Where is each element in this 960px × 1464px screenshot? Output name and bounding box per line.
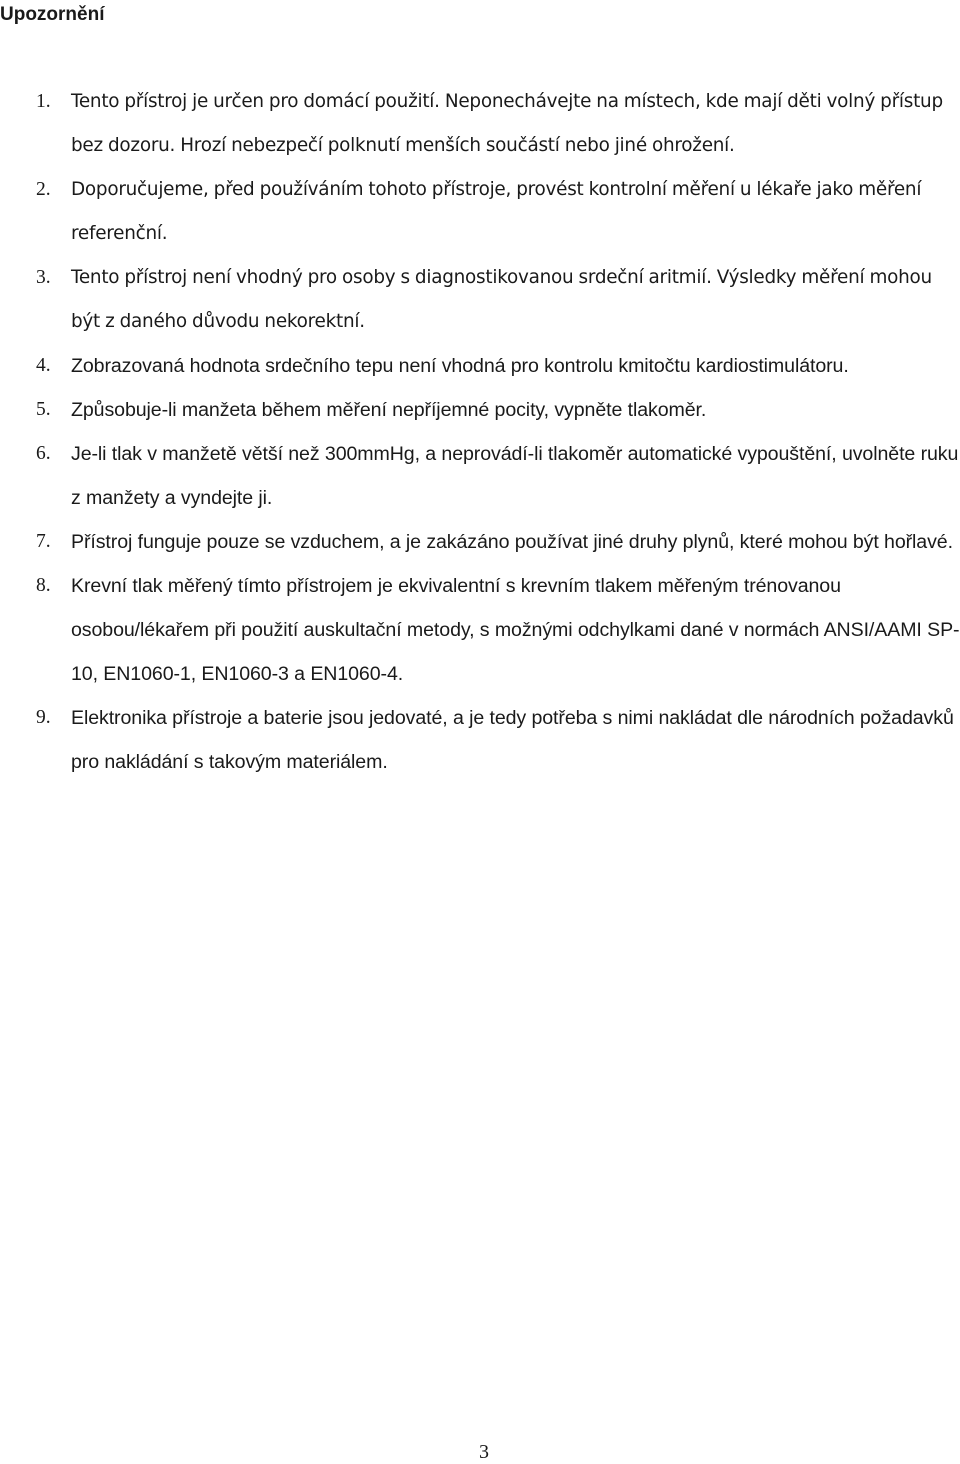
list-item-number: 9.: [36, 707, 51, 728]
list-item: [0, 256, 960, 344]
list-item-text: Tento přístroj není vhodný pro osoby s diagnostikovanou srdeční aritmií. Výsledky měření mohou být z daného důvodu nekorektní.: [71, 267, 932, 332]
list-item: [0, 80, 960, 168]
list-item-number: 2.: [36, 179, 51, 200]
list-item-text: Doporučujeme, před používáním tohoto přístroje, provést kontrolní měření u lékaře jako měření referenční.: [71, 179, 922, 244]
warning-list: [0, 80, 960, 784]
list-item: [0, 696, 960, 784]
list-item-number: 1.: [36, 91, 51, 112]
list-item: [0, 168, 960, 256]
list-item-text: Tento přístroj je určen pro domácí použití. Neponechávejte na místech, kde mají děti volný přístup bez dozoru. Hrozí nebezpečí polknutí menších součástí nebo jiné ohrožení.: [71, 91, 943, 156]
page-number: 3: [479, 1441, 489, 1463]
list-item-number: 3.: [36, 267, 51, 288]
list-item-text: Elektronika přístroje a baterie jsou jedovaté, a je tedy potřeba s nimi nakládat dle národních požadavků pro nakládání s takovým materiálem.: [71, 707, 954, 773]
list-item-number: 5.: [36, 399, 51, 420]
list-item-text: Přístroj funguje pouze se vzduchem, a je zakázáno používat jiné druhy plynů, které mohou být hořlavé.: [71, 531, 953, 553]
list-item-text: Způsobuje-li manžeta během měření nepříjemné pocity, vypněte tlakoměr.: [71, 399, 707, 421]
list-item-text: Je-li tlak v manžetě větší než 300mmHg, a neprovádí-li tlakoměr automatické vypouštění, uvolněte ruku z manžety a vyndejte ji.: [71, 443, 959, 509]
list-item: [0, 388, 960, 432]
list-item-number: 7.: [36, 531, 51, 552]
list-item-number: 8.: [36, 575, 51, 596]
list-item-number: 6.: [36, 443, 51, 464]
list-item: [0, 520, 960, 564]
list-item: [0, 564, 960, 696]
list-item-number: 4.: [36, 355, 51, 376]
page-title: Upozornění: [0, 4, 105, 25]
list-item: [0, 344, 960, 388]
list-item-text: Zobrazovaná hodnota srdečního tepu není vhodná pro kontrolu kmitočtu kardiostimulátoru.: [71, 355, 849, 377]
list-item: [0, 432, 960, 520]
list-item-text: Krevní tlak měřený tímto přístrojem je ekvivalentní s krevním tlakem měřeným trénovanou osobou/lékařem při použití auskultační metody, s možnými odchylkami dané v normách ANSI/AAMI SP-10, EN1060-1, EN1060-3 a EN1060-4.: [71, 575, 960, 685]
